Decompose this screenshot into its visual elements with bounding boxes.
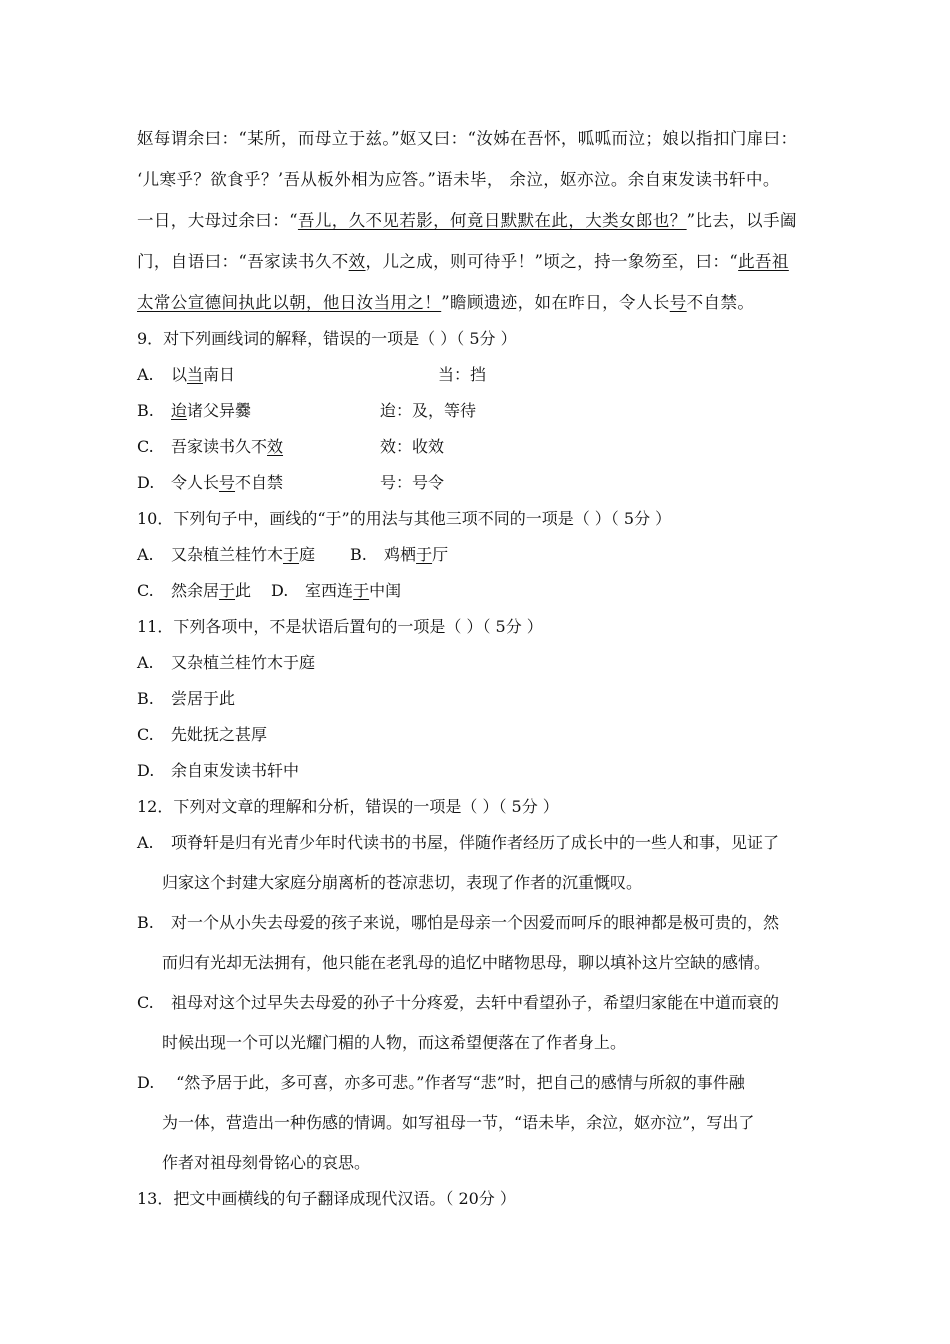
q9-option-d-gloss: 号：号令 (380, 473, 445, 492)
q12-option-c-line-1: C. 祖母对这个过早失去母爱的孙子十分疼爱，去轩中看望孙子，希望归家能在中道而衰的 (137, 993, 780, 1012)
q9-option-b-gloss: 迨：及，等待 (380, 401, 477, 420)
passage-line-2: ‘儿寒乎？欲食乎？’吾从板外相为应答。”语未毕， 余泣，妪亦泣。余自束发读书轩中。 (137, 170, 780, 189)
question-10-stem: 10．下列句子中，画线的“于”的用法与其他三项不同的一项是（ ）（ 5分 ） (137, 509, 672, 528)
q12-option-d-line-1: D. “然予居于此，多可喜，亦多可悲。”作者写“悲”时，把自己的感情与所叙的事件融 (137, 1073, 745, 1092)
passage-line-4: 门，自语曰：“吾家读书久不效，儿之成，则可待乎！”顷之，持一象笏至，曰：“此吾祖 (137, 252, 789, 271)
q12-option-c-line-2: 时候出现一个可以光耀门楣的人物，而这希望便落在了作者身上。 (162, 1033, 627, 1052)
q11-option-a: A. 又杂植兰桂竹木于庭 (137, 653, 316, 672)
q12-option-d-line-2: 为一体，营造出一种伤感的情调。如写祖母一节，“语未毕，余泣，妪亦泣”，写出了 (162, 1113, 755, 1132)
q12-option-a-line-2: 归家这个封建大家庭分崩离析的苍凉悲切，表现了作者的沉重慨叹。 (162, 873, 643, 892)
underlined-word-hao: 号 (669, 293, 687, 312)
q12-option-d-line-3: 作者对祖母刻骨铭心的哀思。 (162, 1153, 371, 1172)
q9-option-a: A. 以当南日 (137, 365, 236, 384)
q12-option-a-line-1: A. 项脊轩是归有光青少年时代读书的书屋，伴随作者经历了成长中的一些人和事，见证了 (137, 833, 780, 852)
q9-option-c-gloss: 效：收效 (380, 437, 445, 456)
question-12-stem: 12．下列对文章的理解和分析，错误的一项是（ ）（ 5分 ） (137, 797, 559, 816)
q11-option-b: B. 尝居于此 (137, 689, 236, 708)
underlined-word-xiao: 效 (348, 252, 366, 271)
q9-option-d: D. 令人长号不自禁 (137, 473, 284, 492)
question-9-stem: 9．对下列画线词的解释，错误的一项是（ ）（ 5分 ） (137, 329, 517, 348)
q12-option-b-line-2: 而归有光却无法拥有，他只能在老乳母的追忆中睹物思母，聊以填补这片空缺的感情。 (162, 953, 771, 972)
q11-option-c: C. 先妣抚之甚厚 (137, 725, 268, 744)
question-13-stem: 13．把文中画横线的句子翻译成现代汉语。（ 20分 ） (137, 1189, 516, 1208)
underlined-sentence-1: 吾儿，久不见若影，何竟日默默在此，大类女郎也？ (297, 211, 687, 230)
q9-option-a-gloss: 当：挡 (438, 365, 487, 384)
passage-line-1: 妪每谓余曰：“某所，而母立于兹。”妪又曰：“汝姊在吾怀，呱呱而泣；娘以指扣门扉曰： (137, 129, 798, 148)
underlined-sentence-2-start: 此吾祖 (738, 252, 789, 271)
q9-option-c: C. 吾家读书久不效 (137, 437, 284, 456)
q10-options-row-1: A. 又杂植兰桂竹木于庭 B. 鸡栖于厅 (137, 545, 449, 564)
q9-option-b: B. 迨诸父异爨 (137, 401, 252, 420)
q10-options-row-2: C. 然余居于此 D. 室西连于中闺 (137, 581, 402, 600)
passage-line-3: 一日，大母过余曰：“吾儿，久不见若影，何竟日默默在此，大类女郎也？”比去，以手阖 (137, 211, 797, 230)
passage-line-5: 太常公宣德间执此以朝，他日汝当用之！”瞻顾遗迹，如在昨日，令人长号不自禁。 (137, 293, 755, 312)
q12-option-b-line-1: B. 对一个从小失去母爱的孩子来说，哪怕是母亲一个因爱而呵斥的眼神都是极可贵的，然 (137, 913, 780, 932)
underlined-sentence-2-end: 太常公宣德间执此以朝，他日汝当用之！ (137, 293, 442, 312)
question-11-stem: 11．下列各项中，不是状语后置句的一项是（ ）（ 5分 ） (137, 617, 543, 636)
q11-option-d: D. 余自束发读书轩中 (137, 761, 300, 780)
